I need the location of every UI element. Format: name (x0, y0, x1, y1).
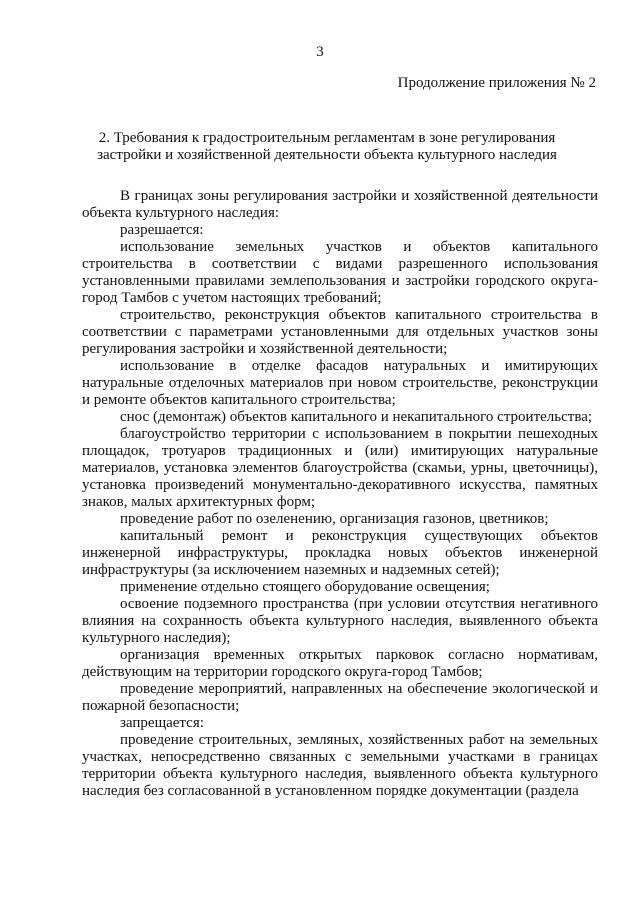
paragraph: проведение работ по озеленению, организация газонов, цветников; (120, 511, 549, 527)
appendix-note: Продолжение приложения № 2 (397, 75, 596, 91)
paragraph: запрещается: (120, 715, 204, 731)
section-heading-line: застройки и хозяйственной деятельности объекта культурного наследия (97, 147, 557, 163)
section-heading (82, 130, 572, 164)
paragraph: капитальный ремонт и реконструкция существующих объектов инженерной инфраструктуры, прокладка новых объектов инженерной инфраструктуры (за исключением наземных и надземных сетей); (82, 528, 598, 578)
paragraph: организация временных открытых парковок согласно нормативам, действующим на территории городского округа-город Тамбов; (82, 647, 598, 680)
paragraph: строительство, реконструкция объектов капитального строительства в соответствии с параметрами установленными для отдельных участков зоны регулирования застройки и хозяйственной деятельности; (82, 307, 598, 357)
document-body (82, 188, 598, 800)
paragraph: снос (демонтаж) объектов капитального и некапитального строительства; (120, 409, 593, 425)
paragraph: применение отдельно стоящего оборудование освещения; (120, 579, 490, 595)
paragraph: проведение мероприятий, направленных на обеспечение экологической и пожарной безопасности; (82, 681, 598, 714)
paragraph: использование земельных участков и объектов капитального строительства в соответствии с видами разрешенного использования установленными правилами землепользования и застройки городского округа-город Тамбов с учетом настоящих требований; (82, 239, 598, 306)
paragraph: проведение строительных, земляных, хозяйственных работ на земельных участках, непосредственно связанных с земельными участками в границах территории объекта культурного наследия, выявленного объекта культурного наследия без согласованной в установленном порядке документации (раздела (82, 732, 598, 799)
section-heading-line: 2. Требования к градостроительным регламентам в зоне регулирования (98, 130, 556, 146)
page-number: 3 (316, 44, 324, 60)
paragraph: освоение подземного пространства (при условии отсутствия негативного влияния на сохранность объекта культурного наследия, выявленного объекта культурного наследия); (82, 596, 598, 646)
paragraph: использование в отделке фасадов натуральных и имитирующих натуральные отделочных материалов при новом строительстве, реконструкции и ремонте объектов капитального строительства; (82, 358, 598, 408)
paragraph: благоустройство территории с использованием в покрытии пешеходных площадок, тротуаров традиционных и (или) имитирующих натуральные материалов, установка элементов благоустройства (скамьи, урны, цветочницы), установка произведений монументально-декоративного искусства, памятных знаков, малых архитектурных форм; (82, 426, 598, 510)
paragraph: разрешается: (120, 222, 204, 238)
paragraph: В границах зоны регулирования застройки и хозяйственной деятельности объекта культурного наследия: (82, 188, 598, 221)
